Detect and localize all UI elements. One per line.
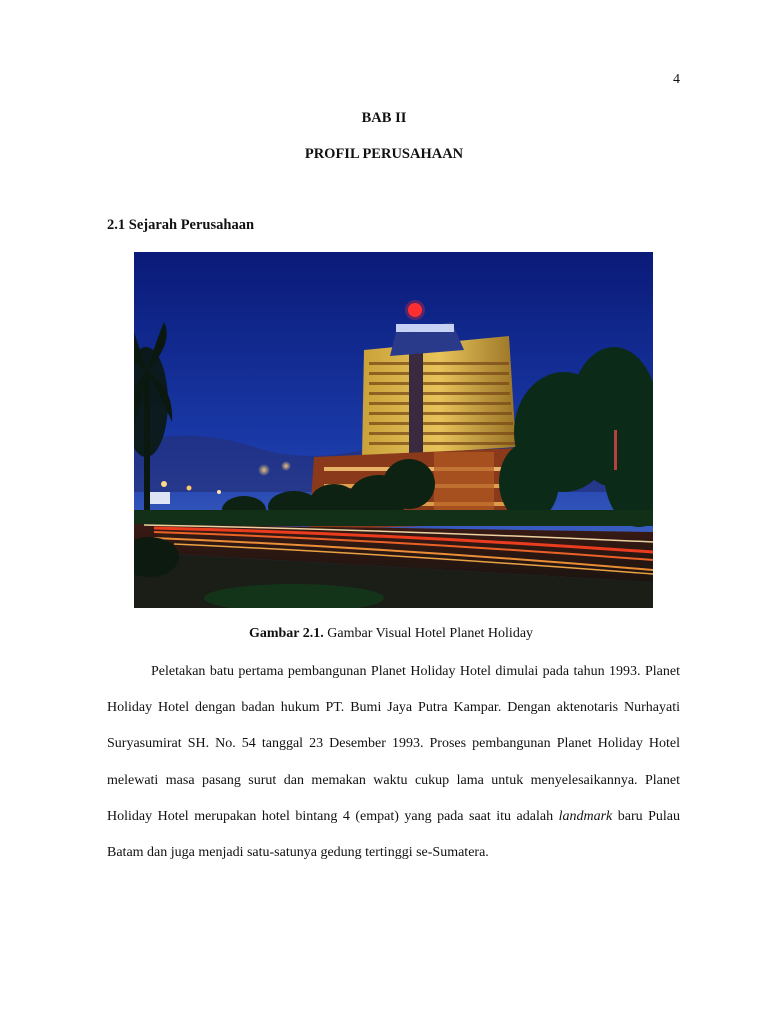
section-heading: 2.1 Sejarah Perusahaan — [107, 217, 255, 233]
body-paragraph — [107, 654, 680, 871]
figure-caption — [0, 626, 768, 642]
chapter-number: BAB II — [361, 110, 407, 126]
hotel-photo — [134, 252, 653, 608]
paragraph-text-2: baru Pulau Batam dan juga menjadi satu-satunya gedung tertinggi se-Sumatera. — [107, 808, 681, 861]
page-number: 4 — [673, 72, 680, 87]
hotel-night-scene — [134, 252, 653, 608]
paragraph-emphasis: landmark — [558, 808, 613, 824]
chapter-title: PROFIL PERUSAHAAN — [304, 146, 464, 162]
paragraph-text-1: Peletakan batu pertama pembangunan Planet Holiday Hotel dimulai pada tahun 1993. Planet Holiday Hotel dengan badan hukum PT. Bumi Jaya Putra Kampar. Dengan aktenotaris Nurhayati Suryasumirat SH. No. 54 tanggal 23 Desember 1993. Proses pembangunan Planet Holiday Hotel melewati masa pasang surut dan memakan waktu cukup lama untuk menyelesaikannya. Planet Holiday Hotel merupakan hotel bintang 4 (empat) yang pada saat itu adalah — [107, 664, 680, 824]
figure-caption-label: Gambar 2.1. — [248, 626, 324, 641]
figure-caption-text: Gambar Visual Hotel Planet Holiday — [323, 626, 534, 641]
